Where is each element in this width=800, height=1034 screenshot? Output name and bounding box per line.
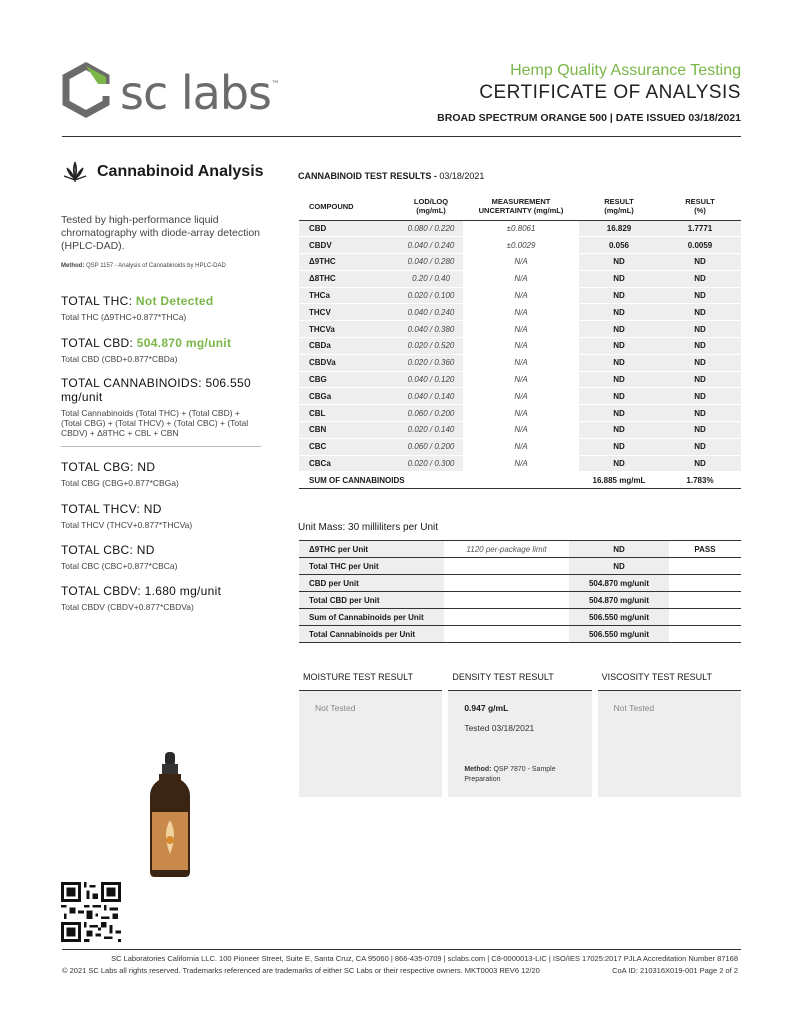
unit-mass-row: [299, 592, 741, 609]
method-description: Tested by high-performance liquid chromatography with diode-array detection (HPLC-DAD).: [61, 214, 261, 252]
status-cell: [669, 575, 741, 592]
lodloq-cell: 0.080 / 0.220: [399, 220, 463, 237]
product-bottle: [140, 750, 200, 880]
sum-row: [299, 472, 741, 489]
sum-mg: 16.885 mg/mL: [579, 472, 659, 489]
unit-mass-table: [299, 540, 741, 643]
footer-coa-id: CoA ID: 210316X019-001 Page 2 of 2: [612, 966, 738, 975]
product-line: BROAD SPECTRUM ORANGE 500 | DATE ISSUED 03/18/2021: [437, 112, 741, 124]
compound-cell: CBL: [299, 405, 399, 422]
lodloq-cell: 0.040 / 0.140: [399, 388, 463, 405]
header-title: CERTIFICATE OF ANALYSIS: [479, 82, 741, 103]
uncertainty-cell: ±0.8061: [463, 220, 579, 237]
result-mg-cell: ND: [579, 321, 659, 338]
total-cannabinoids: TOTAL CANNABINOIDS: 506.550 mg/unit Total Cannabinoids (Total THC) + (Total CBD) + (Total CBG) + (Total THCV) + (Total CBC) + (Total CBDV) + Δ8THC + CBL + CBN: [61, 376, 251, 438]
result-pct-cell: ND: [659, 287, 741, 304]
compound-cell: CBCa: [299, 455, 399, 472]
limit-cell: [444, 575, 569, 592]
lodloq-cell: 0.020 / 0.360: [399, 354, 463, 371]
compound-cell: CBDVa: [299, 354, 399, 371]
result-pct-cell: ND: [659, 321, 741, 338]
lodloq-cell: 0.040 / 0.380: [399, 321, 463, 338]
physical-tests: [299, 672, 741, 797]
compound-cell: THCV: [299, 304, 399, 321]
total-thc: TOTAL THC: Not Detected Total THC (Δ9THC+0.877*THCa): [61, 294, 214, 322]
result-mg-cell: ND: [579, 254, 659, 271]
unit-mass-row: [299, 575, 741, 592]
lodloq-cell: 0.040 / 0.240: [399, 304, 463, 321]
unit-label-cell: Δ9THC per Unit: [299, 541, 444, 558]
moisture-test: MOISTURE TEST RESULT Not Tested: [299, 672, 442, 797]
result-mg-cell: ND: [579, 388, 659, 405]
table-row: [299, 254, 741, 271]
status-cell: [669, 592, 741, 609]
table-row: [299, 455, 741, 472]
uncertainty-cell: N/A: [463, 254, 579, 271]
uncertainty-cell: N/A: [463, 321, 579, 338]
uncertainty-cell: N/A: [463, 270, 579, 287]
result-pct-cell: ND: [659, 371, 741, 388]
unit-value-cell: ND: [569, 541, 669, 558]
uncertainty-cell: N/A: [463, 338, 579, 355]
unit-value-cell: 504.870 mg/unit: [569, 575, 669, 592]
table-row: [299, 237, 741, 254]
qr-code: [61, 882, 121, 942]
lodloq-cell: 0.040 / 0.120: [399, 371, 463, 388]
compound-cell: CBN: [299, 422, 399, 439]
table-row: [299, 270, 741, 287]
status-cell: [669, 609, 741, 626]
uncertainty-cell: N/A: [463, 455, 579, 472]
unit-value-cell: 506.550 mg/unit: [569, 609, 669, 626]
result-mg-cell: ND: [579, 338, 659, 355]
result-mg-cell: 16.829: [579, 220, 659, 237]
result-mg-cell: ND: [579, 304, 659, 321]
compound-cell: CBDV: [299, 237, 399, 254]
uncertainty-cell: N/A: [463, 422, 579, 439]
table-row: [299, 405, 741, 422]
unit-value-cell: 506.550 mg/unit: [569, 626, 669, 643]
total-cbc: TOTAL CBC: ND Total CBC (CBC+0.877*CBCa): [61, 543, 178, 571]
lodloq-cell: 0.060 / 0.200: [399, 438, 463, 455]
lodloq-cell: 0.040 / 0.280: [399, 254, 463, 271]
compound-cell: CBD: [299, 220, 399, 237]
result-mg-cell: ND: [579, 270, 659, 287]
status-cell: [669, 558, 741, 575]
viscosity-test: VISCOSITY TEST RESULT Not Tested: [598, 672, 741, 797]
unit-mass-row: [299, 626, 741, 643]
compound-cell: Δ8THC: [299, 270, 399, 287]
footer-legal: [62, 966, 738, 975]
header-divider: [62, 136, 741, 137]
unit-label-cell: Total Cannabinoids per Unit: [299, 626, 444, 643]
compound-cell: CBG: [299, 371, 399, 388]
result-mg-cell: ND: [579, 405, 659, 422]
header-subtitle: Hemp Quality Assurance Testing: [510, 62, 741, 79]
limit-cell: 1120 per-package limit: [444, 541, 569, 558]
compound-cell: THCVa: [299, 321, 399, 338]
density-test: DENSITY TEST RESULT 0.947 g/mL Tested 03/18/2021 Method: QSP 7870 - Sample Preparation: [448, 672, 591, 797]
header-uncertainty: MEASUREMENT UNCERTAINTY (mg/mL): [463, 193, 579, 220]
header-result-mg: RESULT (mg/mL): [579, 193, 659, 220]
compound-cell: CBDa: [299, 338, 399, 355]
table-header-row: [299, 193, 741, 220]
result-pct-cell: 0.0059: [659, 237, 741, 254]
unit-label-cell: Sum of Cannabinoids per Unit: [299, 609, 444, 626]
sum-pct: 1.783%: [659, 472, 741, 489]
lodloq-cell: 0.20 / 0.40: [399, 270, 463, 287]
footer-divider: [62, 949, 741, 950]
method-line: Method: QSP 1157 - Analysis of Cannabinoids by HPLC-DAD: [61, 263, 226, 269]
table-row: [299, 354, 741, 371]
uncertainty-cell: N/A: [463, 438, 579, 455]
result-mg-cell: ND: [579, 287, 659, 304]
unit-mass-title: Unit Mass: 30 milliliters per Unit: [298, 522, 439, 533]
result-pct-cell: ND: [659, 422, 741, 439]
header-lodloq: LOD/LOQ (mg/mL): [399, 193, 463, 220]
results-title: CANNABINOID TEST RESULTS - 03/18/2021: [298, 171, 485, 181]
unit-mass-row: [299, 541, 741, 558]
result-pct-cell: ND: [659, 304, 741, 321]
result-mg-cell: ND: [579, 455, 659, 472]
table-row: [299, 220, 741, 237]
result-mg-cell: ND: [579, 422, 659, 439]
cannabinoid-results-table: [299, 193, 741, 489]
lodloq-cell: 0.020 / 0.520: [399, 338, 463, 355]
result-pct-cell: ND: [659, 254, 741, 271]
header-compound: COMPOUND: [299, 193, 399, 220]
uncertainty-cell: ±0.0029: [463, 237, 579, 254]
result-pct-cell: ND: [659, 270, 741, 287]
lodloq-cell: 0.020 / 0.140: [399, 422, 463, 439]
left-divider: [61, 446, 261, 447]
table-row: [299, 287, 741, 304]
unit-value-cell: ND: [569, 558, 669, 575]
table-row: [299, 338, 741, 355]
table-row: [299, 321, 741, 338]
compound-cell: CBC: [299, 438, 399, 455]
uncertainty-cell: N/A: [463, 287, 579, 304]
limit-cell: [444, 626, 569, 643]
unit-label-cell: Total THC per Unit: [299, 558, 444, 575]
uncertainty-cell: N/A: [463, 354, 579, 371]
unit-value-cell: 504.870 mg/unit: [569, 592, 669, 609]
density-method: Method: QSP 7870 - Sample Preparation: [464, 766, 556, 783]
result-mg-cell: 0.056: [579, 237, 659, 254]
header-result-pct: RESULT (%): [659, 193, 741, 220]
limit-cell: [444, 609, 569, 626]
total-cbd: TOTAL CBD: 504.870 mg/unit Total CBD (CBD+0.877*CBDa): [61, 336, 232, 364]
left-column: [61, 158, 296, 612]
lodloq-cell: 0.060 / 0.200: [399, 405, 463, 422]
total-cbg: TOTAL CBG: ND Total CBG (CBG+0.877*CBGa): [61, 460, 179, 488]
unit-mass-row: [299, 609, 741, 626]
status-cell: PASS: [669, 541, 741, 558]
result-pct-cell: ND: [659, 438, 741, 455]
logo-wordmark: sc labs™: [120, 66, 280, 120]
status-cell: [669, 626, 741, 643]
lodloq-cell: 0.020 / 0.100: [399, 287, 463, 304]
result-mg-cell: ND: [579, 438, 659, 455]
table-row: [299, 438, 741, 455]
table-row: [299, 422, 741, 439]
density-value: 0.947 g/mL: [464, 703, 509, 713]
result-pct-cell: ND: [659, 405, 741, 422]
compound-cell: Δ9THC: [299, 254, 399, 271]
section-title: Cannabinoid Analysis: [97, 163, 264, 180]
result-mg-cell: ND: [579, 354, 659, 371]
uncertainty-cell: N/A: [463, 388, 579, 405]
result-pct-cell: 1.7771: [659, 220, 741, 237]
uncertainty-cell: N/A: [463, 371, 579, 388]
total-cbdv: TOTAL CBDV: 1.680 mg/unit Total CBDV (CBDV+0.877*CBDVa): [61, 584, 222, 612]
result-pct-cell: ND: [659, 455, 741, 472]
density-tested-date: Tested 03/18/2021: [464, 723, 535, 733]
sum-label: SUM OF CANNABINOIDS: [299, 472, 579, 489]
footer-address: SC Laboratories California LLC. 100 Pioneer Street, Suite E, Santa Cruz, CA 95060 | 866-435-0709 | sclabs.com | C8-0000013-LIC | ISO/IES 17025:2017 PJLA Accreditation Number 87168: [111, 954, 738, 963]
compound-cell: CBGa: [299, 388, 399, 405]
compound-cell: THCa: [299, 287, 399, 304]
footer-copyright: © 2021 SC Labs all rights reserved. Trademarks referenced are trademarks of either SC Labs or their respective owners. MKT0003 REV6 12/20: [62, 966, 540, 975]
cannabinoid-analysis-heading: [61, 158, 296, 186]
uncertainty-cell: N/A: [463, 405, 579, 422]
header-block: [437, 62, 741, 124]
unit-mass-row: [299, 558, 741, 575]
cannabis-leaf-icon: [61, 158, 89, 186]
total-thcv: TOTAL THCV: ND Total THCV (THCV+0.877*THCVa): [61, 502, 193, 530]
limit-cell: [444, 558, 569, 575]
result-pct-cell: ND: [659, 388, 741, 405]
result-pct-cell: ND: [659, 338, 741, 355]
result-pct-cell: ND: [659, 354, 741, 371]
uncertainty-cell: N/A: [463, 304, 579, 321]
lodloq-cell: 0.020 / 0.300: [399, 455, 463, 472]
unit-label-cell: CBD per Unit: [299, 575, 444, 592]
unit-label-cell: Total CBD per Unit: [299, 592, 444, 609]
lodloq-cell: 0.040 / 0.240: [399, 237, 463, 254]
table-row: [299, 371, 741, 388]
limit-cell: [444, 592, 569, 609]
table-row: [299, 388, 741, 405]
result-mg-cell: ND: [579, 371, 659, 388]
table-row: [299, 304, 741, 321]
